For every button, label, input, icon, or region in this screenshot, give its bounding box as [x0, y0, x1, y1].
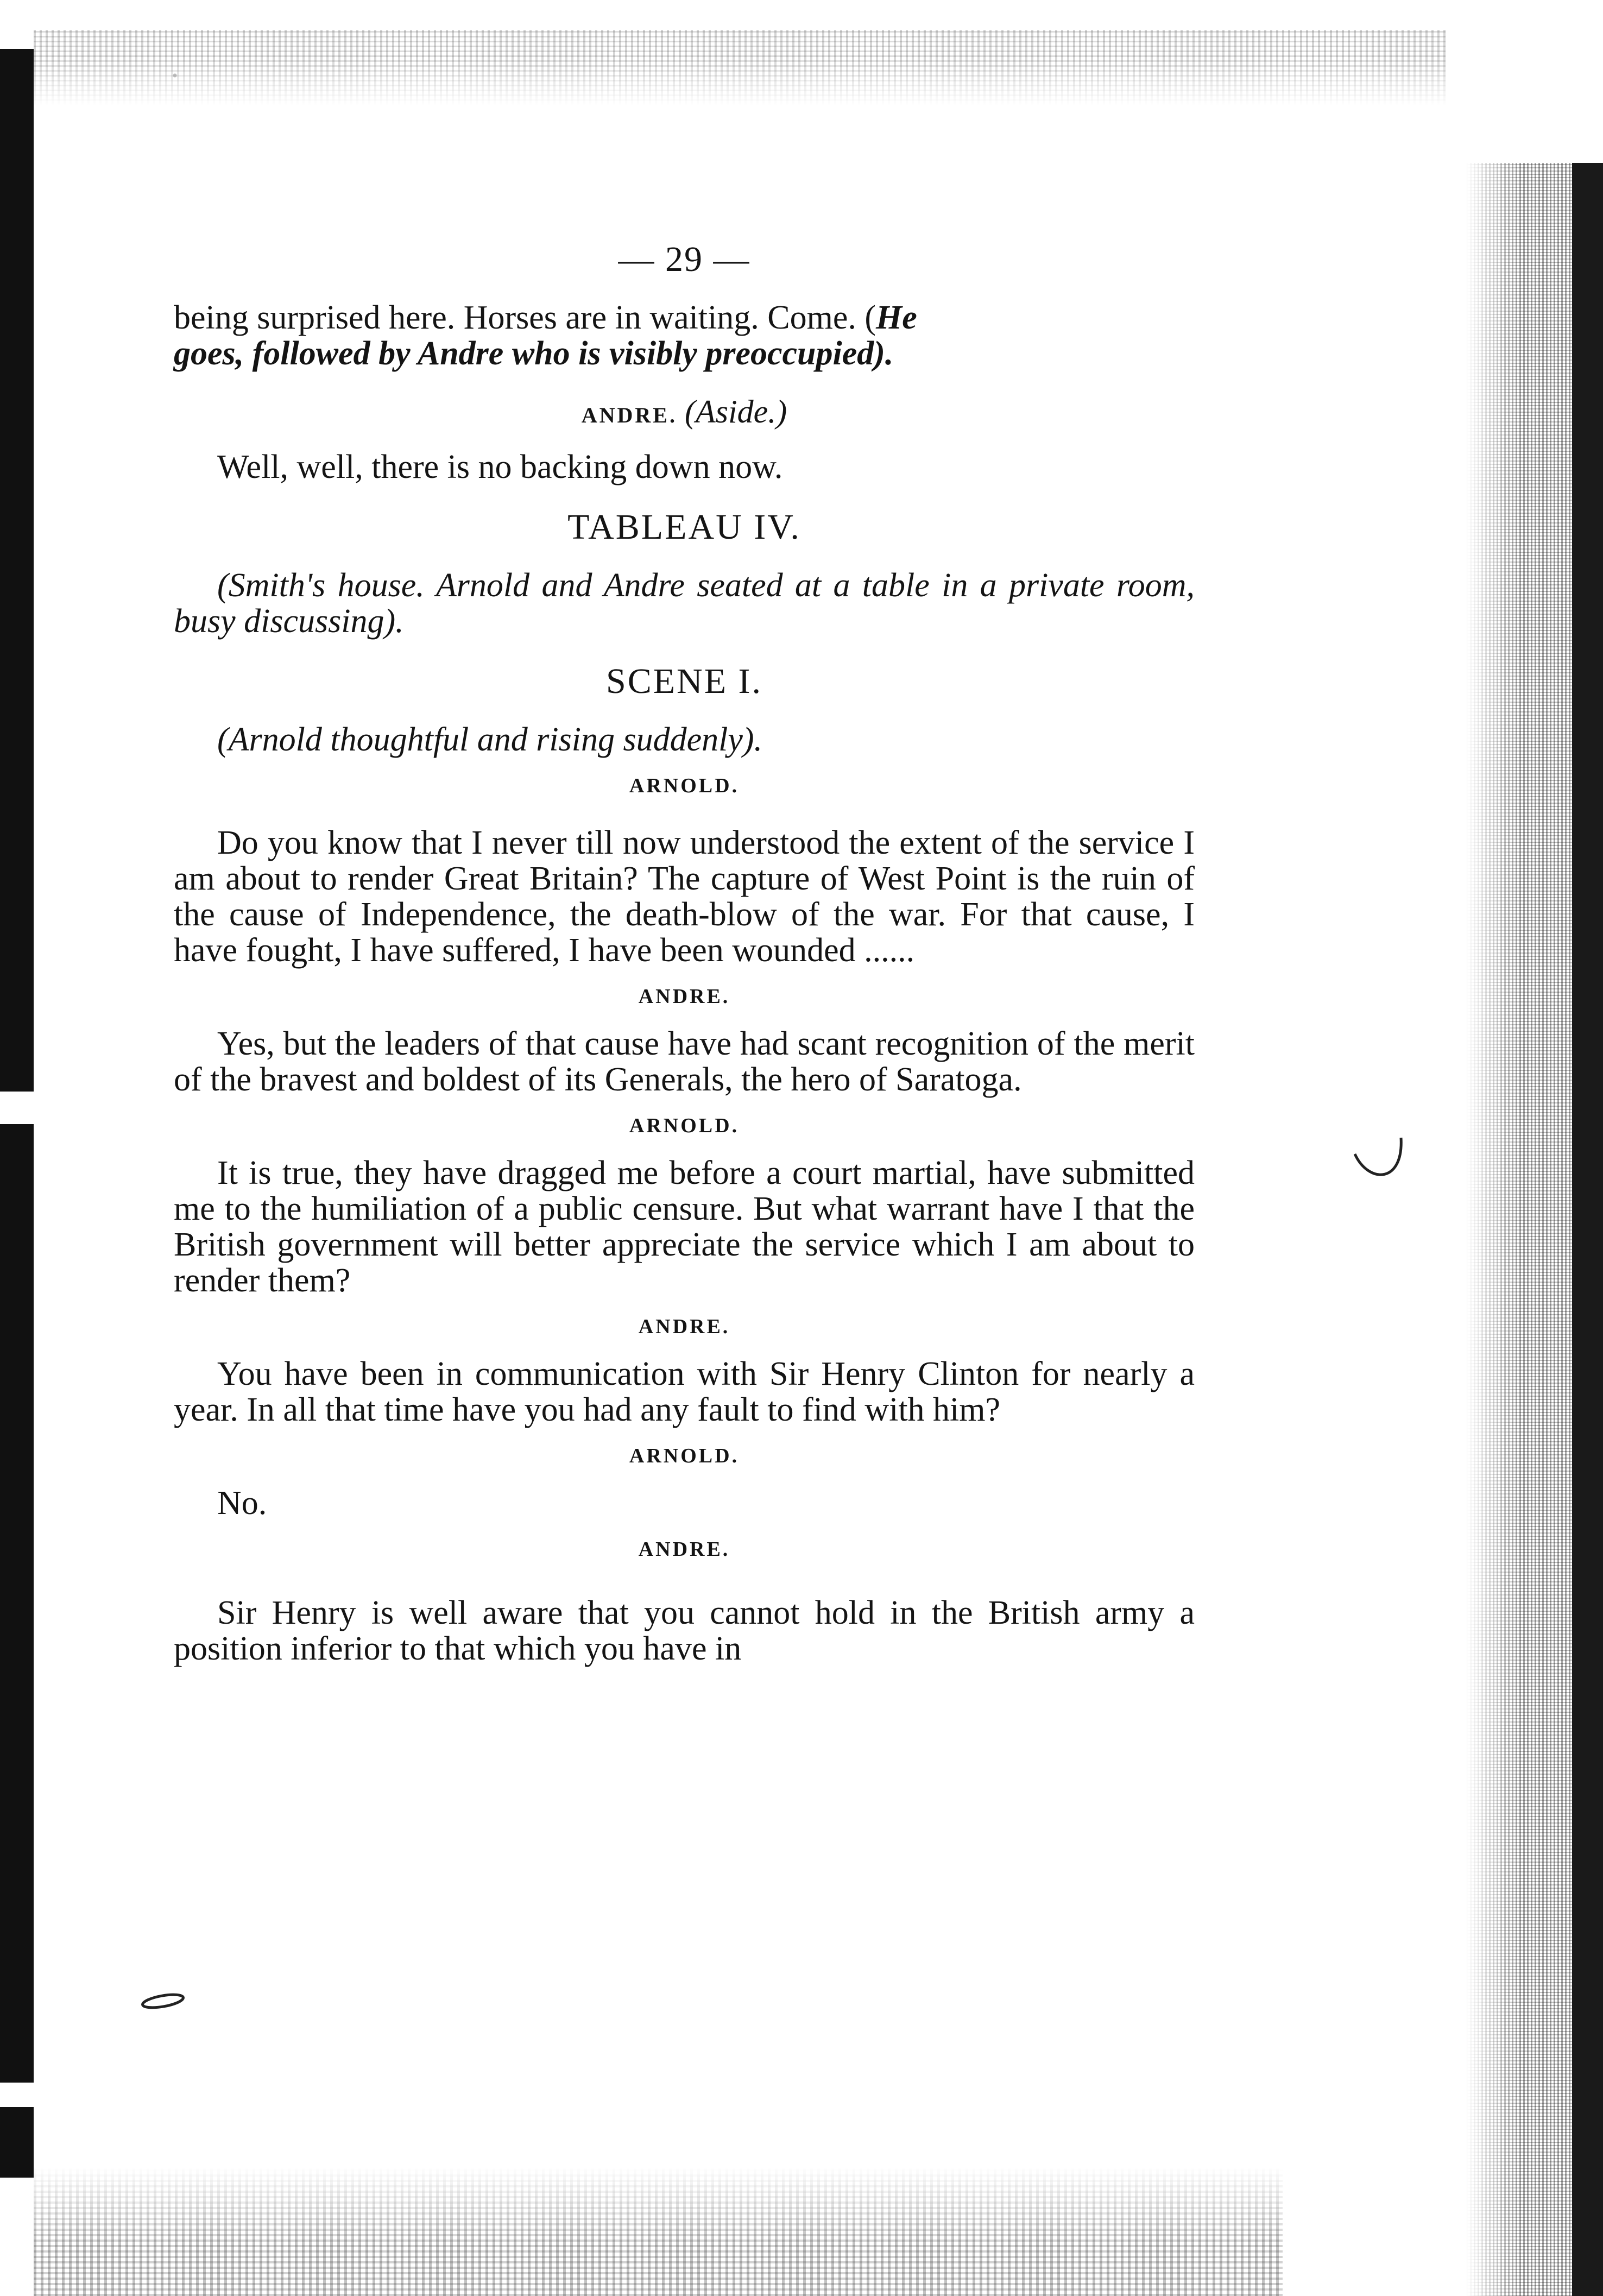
- dialogue-paragraph: Yes, but the leaders of that cause have had scant recognition of the merit of the bravest and boldest of its Generals, the hero of Saratoga.: [174, 1025, 1195, 1098]
- speaker-name: ANDRE.: [638, 1538, 730, 1561]
- tableau-heading: TABLEAU IV.: [567, 507, 801, 547]
- dialogue-paragraph: You have been in communication with Sir Henry Clinton for nearly a year. In all that time have you had any fault to find with him?: [174, 1355, 1195, 1428]
- dialogue-paragraph: It is true, they have dragged me before a court martial, have submitted me to the humiliation of a public censure. But what warrant have I that the British government will better appreciate the service which I am about to render them?: [174, 1155, 1195, 1299]
- stage-direction: goes, followed by Andre who is visibly preoccupied).: [174, 335, 894, 372]
- speaker-label: ANDRE.: [581, 403, 677, 427]
- speaker-name: ANDRE.: [638, 985, 730, 1008]
- page-number: — 29 —: [618, 239, 750, 279]
- scan-left-edge-gap: [0, 2083, 34, 2107]
- scan-left-edge-gap: [0, 1092, 34, 1124]
- dialogue-text: being surprised here. Horses are in waiting. Come. (: [174, 299, 876, 336]
- dialogue-paragraph: Well, well, there is no backing down now.: [217, 449, 783, 485]
- speaker-name: ARNOLD.: [629, 1445, 740, 1467]
- dialogue-paragraph: Do you know that I never till now understood the extent of the service I am about to render Great Britain? The capture of West Point is the ruin of the cause of Independence, the death-blow of the war. For that cause, I have fought, I have suffered, I have been wounded ......: [174, 824, 1195, 969]
- speaker-name: ARNOLD.: [629, 774, 740, 797]
- scan-right-edge-shadow: [1572, 163, 1603, 2296]
- ink-blot-icon: [138, 1990, 187, 2012]
- stage-direction: (Smith's house. Arnold and Andre seated at a table in a private room, busy discussing).: [174, 567, 1195, 640]
- scan-top-edge-noise: [34, 30, 1446, 106]
- dialogue-paragraph: No.: [217, 1485, 267, 1522]
- speaker-name: ANDRE.: [638, 1315, 730, 1338]
- aside-direction: (Aside.): [684, 394, 787, 430]
- speaker-name: ARNOLD.: [629, 1114, 740, 1137]
- stage-direction: (Arnold thoughtful and rising suddenly).: [217, 721, 763, 758]
- dialogue-paragraph: [174, 300, 1195, 371]
- stage-direction-word: He: [876, 299, 917, 336]
- book-page: [174, 239, 1195, 1667]
- dialogue-paragraph: Sir Henry is well aware that you cannot hold in the British army a position inferior to that which you have in: [174, 1594, 1195, 1667]
- scene-heading: SCENE I.: [606, 661, 762, 701]
- scan-bottom-edge-noise: [34, 2167, 1283, 2296]
- pencil-mark-icon: [1352, 1132, 1412, 1192]
- speaker-name: [174, 393, 1195, 431]
